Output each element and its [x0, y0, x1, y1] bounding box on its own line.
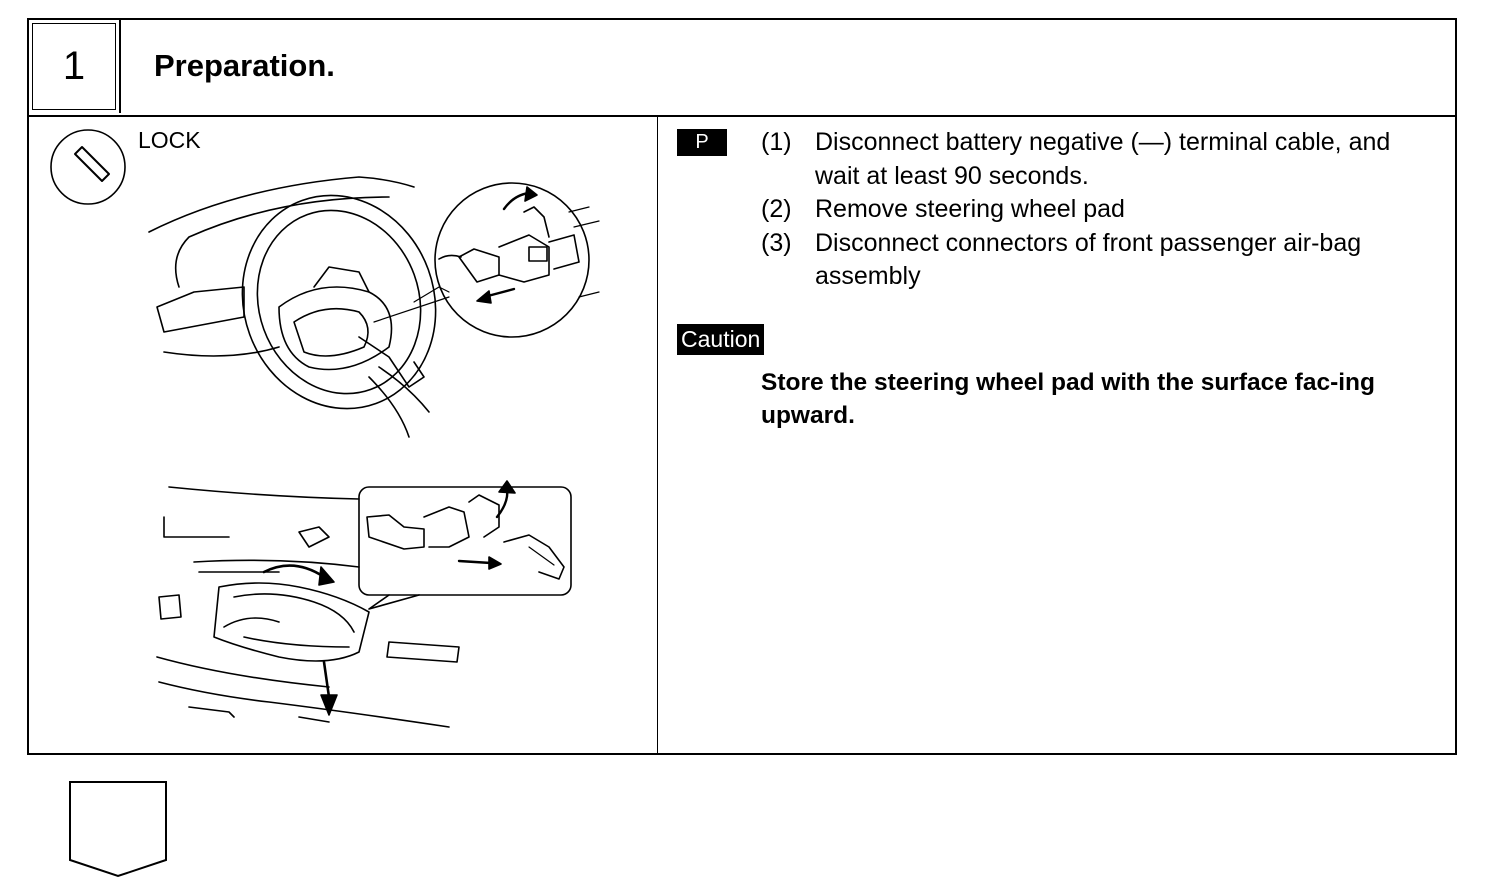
caution-badge: Caution: [677, 324, 764, 355]
passenger-airbag-connector-drawing: [157, 481, 571, 727]
procedure-steps: [761, 126, 1441, 294]
lock-label: LOCK: [138, 127, 201, 153]
step-index: (2): [761, 195, 792, 223]
column-divider: [657, 115, 658, 753]
ignition-lock-icon: [51, 130, 125, 204]
connector-disconnect-detail-drawing: [435, 183, 599, 337]
step-text: Remove steering wheel pad: [815, 195, 1125, 223]
step-text: Disconnect connectors of front passenger air-bag assembly: [815, 228, 1362, 290]
next-page-tab-icon[interactable]: [68, 780, 168, 878]
step-index: (3): [761, 228, 792, 257]
page-title: Preparation.: [154, 48, 335, 83]
steering-wheel-pad-removal-drawing: [149, 168, 465, 437]
caution-text: Store the steering wheel pad with the surface fac-ing upward.: [761, 369, 1375, 429]
list-item: [761, 193, 1441, 227]
step-number-box: [29, 20, 121, 113]
step-index: (1): [761, 128, 792, 156]
procedure-badge: P: [677, 129, 727, 156]
header: [29, 20, 1455, 117]
step-number: 1: [62, 44, 86, 88]
list-item: [761, 227, 1441, 294]
procedure-frame: [27, 18, 1457, 755]
list-item: [761, 126, 1441, 193]
illustration: [29, 117, 657, 753]
step-text: Disconnect battery negative (—) terminal cable, and wait at least 90 seconds.: [815, 128, 1391, 190]
